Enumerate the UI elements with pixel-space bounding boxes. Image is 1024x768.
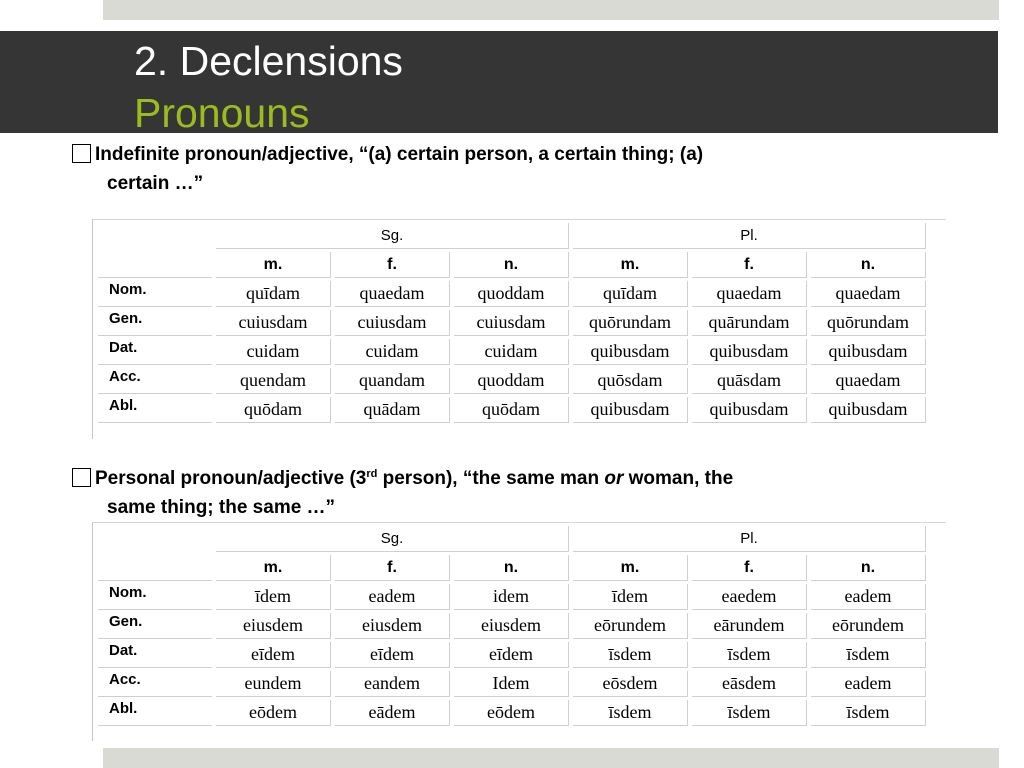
gender-header-row [98,555,926,581]
table-cell: īsdem [692,642,807,668]
group-header-plural: Pl. [573,526,926,552]
table [94,523,930,729]
table-cell: īdem [573,584,688,610]
table-cell: cuiusdam [216,310,331,336]
case-label: Abl. [98,397,212,423]
table-cell: quibusdam [811,339,926,365]
top-accent-bar [103,0,999,20]
table-row [98,613,926,639]
group-header-singular: Sg. [216,526,569,552]
table-cell: eārundem [692,613,807,639]
gender-header: m. [573,252,688,278]
table-cell: īsdem [692,700,807,726]
bullet-superscript: rd [366,468,378,480]
gender-header: m. [216,555,331,581]
group-header-singular: Sg. [216,223,569,249]
table-cell: eīdem [454,642,569,668]
case-label: Nom. [98,584,212,610]
table-cell: quāsdam [692,368,807,394]
gender-header: f. [692,252,807,278]
table-row [98,671,926,697]
table-row [98,310,926,336]
table-cell: īsdem [811,700,926,726]
table-row [98,584,926,610]
table-cell: cuidam [454,339,569,365]
corner-cell [98,526,212,581]
gender-header: f. [692,555,807,581]
table-cell: eāsdem [692,671,807,697]
declension-table-personal [92,522,946,741]
table-cell: Idem [454,671,569,697]
gender-header: n. [811,555,926,581]
table-cell: īsdem [573,700,688,726]
bullet-line1: Indefinite pronoun/adjective, “(a) certain person, a certain thing; (a) [95,144,704,165]
table-row [98,339,926,365]
table-cell: eādem [335,700,450,726]
gender-header: n. [811,252,926,278]
table-cell: eadem [811,671,926,697]
table-cell: quīdam [573,281,688,307]
table-cell: quandam [335,368,450,394]
table-cell: eīdem [335,642,450,668]
corner-cell [98,223,212,278]
table-row [98,642,926,668]
case-label: Dat. [98,339,212,365]
table-cell: quibusdam [692,339,807,365]
table-cell: quibusdam [811,397,926,423]
table-cell: eiusdem [335,613,450,639]
declension-table-indefinite [92,219,946,439]
gender-header-row [98,252,926,278]
slide-header [0,31,998,136]
table-cell: eadem [811,584,926,610]
table-cell: quendam [216,368,331,394]
table-cell: cuidam [335,339,450,365]
table [94,220,930,426]
bullet-line2: certain …” [107,173,204,194]
gender-header: n. [454,555,569,581]
case-label: Gen. [98,310,212,336]
table-cell: eōdem [216,700,331,726]
table-cell: quaedam [692,281,807,307]
bullet-personal-pronoun [72,464,932,522]
table-cell: quaedam [811,368,926,394]
table-cell: quaedam [335,281,450,307]
case-label: Dat. [98,642,212,668]
gender-header: f. [335,252,450,278]
bullet-line2: same thing; the same …” [107,497,336,518]
table-cell: cuiusdam [454,310,569,336]
table-cell: īsdem [573,642,688,668]
table-cell: quōdam [454,397,569,423]
table-cell: idem [454,584,569,610]
slide-subtitle: Pronouns [134,90,310,136]
table-row [98,700,926,726]
table-cell: quārundam [692,310,807,336]
table-cell: eundem [216,671,331,697]
gender-header: m. [573,555,688,581]
table-cell: īsdem [811,642,926,668]
table-cell: quōdam [216,397,331,423]
table-cell: quibusdam [692,397,807,423]
table-cell: eōdem [454,700,569,726]
case-label: Abl. [98,700,212,726]
table-cell: quibusdam [573,397,688,423]
table-cell: eaedem [692,584,807,610]
table-cell: quōsdam [573,368,688,394]
table-cell: eadem [335,584,450,610]
bullet-indefinite-pronoun [72,140,932,198]
group-header-plural: Pl. [573,223,926,249]
table-cell: eandem [335,671,450,697]
table-cell: cuidam [216,339,331,365]
table-cell: eōrundem [573,613,688,639]
table-row [98,397,926,423]
table-cell: quaedam [811,281,926,307]
bullet-italic-word: or [604,468,624,489]
table-cell: quoddam [454,281,569,307]
case-label: Gen. [98,613,212,639]
table-cell: eīdem [216,642,331,668]
bottom-accent-bar [103,748,999,768]
table-cell: eōrundem [811,613,926,639]
table-cell: quibusdam [573,339,688,365]
table-cell: eiusdem [216,613,331,639]
bullet-line1a: Personal pronoun/adjective (3 [95,468,367,489]
slide-title: 2. Declensions [134,38,403,84]
gender-header: n. [454,252,569,278]
table-cell: cuiusdam [335,310,450,336]
table-cell: quīdam [216,281,331,307]
table-cell: quōrundam [811,310,926,336]
table-row [98,368,926,394]
table-cell: eiusdem [454,613,569,639]
case-label: Acc. [98,671,212,697]
bullet-line1c: woman, the [623,468,734,489]
table-cell: quādam [335,397,450,423]
table-cell: quoddam [454,368,569,394]
bullet-line1b: person), “the same man [377,468,605,489]
checkbox-bullet-icon [72,468,91,487]
gender-header: m. [216,252,331,278]
table-cell: eōsdem [573,671,688,697]
gender-header: f. [335,555,450,581]
checkbox-bullet-icon [72,144,91,163]
table-cell: quōrundam [573,310,688,336]
case-label: Nom. [98,281,212,307]
table-cell: īdem [216,584,331,610]
table-row [98,281,926,307]
case-label: Acc. [98,368,212,394]
